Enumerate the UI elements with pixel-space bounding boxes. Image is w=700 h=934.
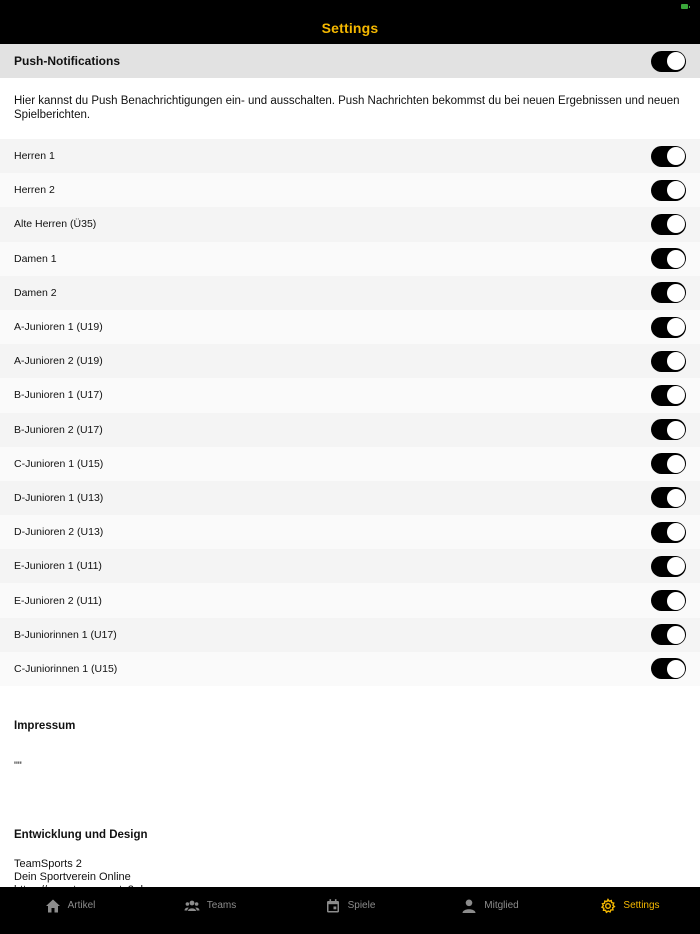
development-section — [0, 773, 700, 897]
team-row — [0, 173, 700, 207]
tab-label: Mitglied — [484, 900, 519, 911]
team-toggle[interactable] — [651, 590, 686, 611]
team-row — [0, 276, 700, 310]
team-toggle[interactable] — [651, 214, 686, 235]
team-label: B-Junioren 1 (U17) — [14, 389, 103, 402]
team-toggle[interactable] — [651, 282, 686, 303]
team-toggle[interactable] — [651, 248, 686, 269]
toggle-knob — [667, 592, 685, 610]
impressum-text: "" — [14, 760, 22, 772]
team-label: C-Juniorinnen 1 (U15) — [14, 662, 118, 675]
toggle-knob — [667, 421, 685, 439]
team-toggle[interactable] — [651, 556, 686, 577]
toggle-knob — [667, 318, 685, 336]
team-row — [0, 583, 700, 617]
toggle-knob — [667, 250, 685, 268]
page-title: Settings — [321, 20, 379, 36]
toggle-knob — [667, 557, 685, 575]
team-toggle[interactable] — [651, 385, 686, 406]
development-company: TeamSports 2 — [14, 858, 82, 870]
push-notifications-toggle[interactable] — [651, 51, 686, 72]
tab-teams[interactable] — [140, 887, 280, 934]
tab-settings[interactable] — [560, 887, 700, 934]
gear-icon — [600, 898, 616, 914]
team-row — [0, 481, 700, 515]
impressum-section — [0, 686, 700, 773]
toggle-knob — [667, 523, 685, 541]
team-label: C-Junioren 1 (U15) — [14, 457, 104, 470]
navigation-bar — [0, 12, 700, 44]
toggle-knob — [667, 52, 685, 70]
tab-label: Spiele — [347, 900, 376, 911]
team-toggle[interactable] — [651, 146, 686, 167]
team-toggle[interactable] — [651, 453, 686, 474]
team-label: A-Junioren 2 (U19) — [14, 355, 103, 368]
team-toggle[interactable] — [651, 487, 686, 508]
push-description: Hier kannst du Push Benachrichtigungen ein- und ausschalten. Push Nachrichten bekommst du bei neuen Ergebnissen und neuen Spielberichten. — [14, 95, 680, 121]
home-icon — [45, 898, 61, 914]
team-toggle-list — [0, 139, 700, 686]
development-title: Entwicklung und Design — [14, 829, 148, 841]
team-label: Damen 1 — [14, 252, 57, 265]
battery-icon — [681, 4, 688, 9]
push-notifications-header — [0, 44, 700, 78]
team-toggle[interactable] — [651, 351, 686, 372]
team-label: E-Junioren 2 (U11) — [14, 594, 102, 607]
team-row — [0, 413, 700, 447]
team-row — [0, 242, 700, 276]
team-row — [0, 549, 700, 583]
push-notifications-title: Push-Notifications — [14, 54, 121, 68]
team-label: Alte Herren (Ü35) — [14, 218, 97, 231]
team-row — [0, 310, 700, 344]
team-toggle[interactable] — [651, 317, 686, 338]
tab-bar — [0, 887, 700, 934]
team-toggle[interactable] — [651, 522, 686, 543]
tab-artikel[interactable] — [0, 887, 140, 934]
team-row — [0, 652, 700, 686]
toggle-knob — [667, 386, 685, 404]
toggle-knob — [667, 215, 685, 233]
team-toggle[interactable] — [651, 658, 686, 679]
team-row — [0, 344, 700, 378]
toggle-knob — [667, 626, 685, 644]
team-label: D-Junioren 1 (U13) — [14, 491, 104, 504]
team-toggle[interactable] — [651, 419, 686, 440]
team-row — [0, 447, 700, 481]
team-label: B-Junioren 2 (U17) — [14, 423, 103, 436]
team-row — [0, 207, 700, 241]
toggle-knob — [667, 489, 685, 507]
team-label: B-Juniorinnen 1 (U17) — [14, 628, 117, 641]
team-toggle[interactable] — [651, 180, 686, 201]
team-row — [0, 618, 700, 652]
toggle-knob — [667, 660, 685, 678]
tab-label: Settings — [623, 900, 660, 911]
team-row — [0, 515, 700, 549]
settings-content[interactable] — [0, 44, 700, 887]
team-label: D-Junioren 2 (U13) — [14, 526, 104, 539]
status-bar — [0, 0, 700, 12]
team-label: Herren 1 — [14, 150, 55, 163]
impressum-title: Impressum — [14, 720, 76, 732]
person-icon — [461, 898, 477, 914]
toggle-knob — [667, 181, 685, 199]
tab-spiele[interactable] — [280, 887, 420, 934]
tab-label: Artikel — [67, 900, 96, 911]
toggle-knob — [667, 284, 685, 302]
development-tagline: Dein Sportverein Online — [14, 871, 131, 883]
team-row — [0, 139, 700, 173]
team-label: E-Junioren 1 (U11) — [14, 560, 102, 573]
team-label: Herren 2 — [14, 184, 55, 197]
tab-label: Teams — [206, 900, 237, 911]
calendar-icon — [325, 898, 341, 914]
team-row — [0, 378, 700, 412]
people-icon — [184, 898, 200, 914]
toggle-knob — [667, 147, 685, 165]
team-label: A-Junioren 1 (U19) — [14, 321, 103, 334]
team-toggle[interactable] — [651, 624, 686, 645]
toggle-knob — [667, 352, 685, 370]
team-label: Damen 2 — [14, 286, 57, 299]
toggle-knob — [667, 455, 685, 473]
tab-mitglied[interactable] — [420, 887, 560, 934]
